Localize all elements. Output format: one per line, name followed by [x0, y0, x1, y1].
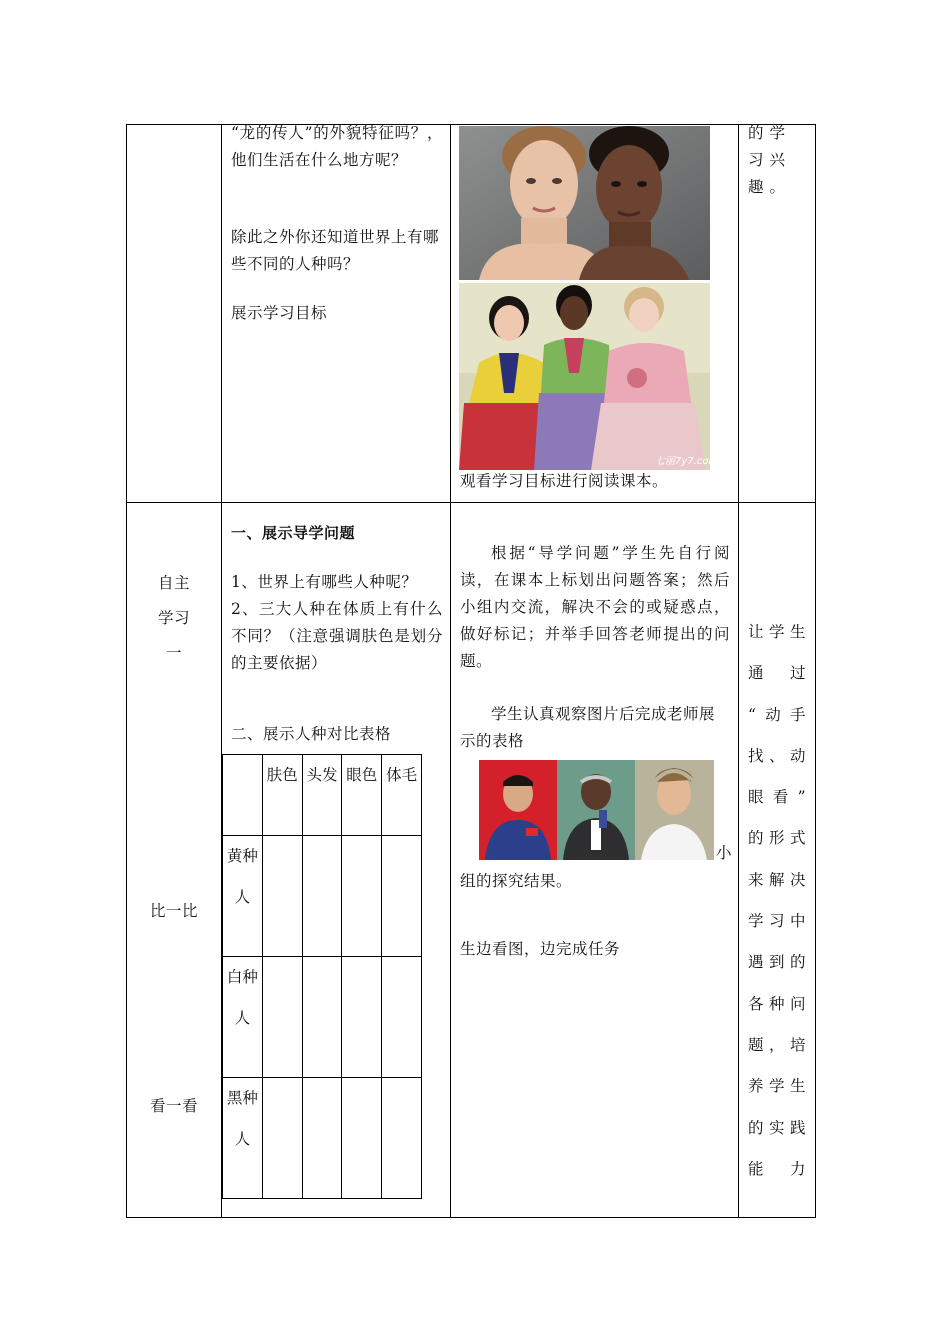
row1-question2: 除此之外你还知道世界上有哪些不同的人种吗？ [231, 228, 440, 273]
row-black-race: 黑种人 [223, 1078, 263, 1199]
race-comparison-table [222, 754, 422, 1199]
student-activity-1: 根据“导学问题”学生先自行阅读，在课本上标划出问题答案；然后小组内交流，解决不会的或疑惑点，做好标记；并举手回答老师提出的问题。 [460, 544, 730, 670]
col-line-4 [738, 124, 739, 1218]
table-top-border [126, 124, 816, 125]
question-2: 2、三大人种在体质上有什么不同？（注意强调肤色是划分的主要依据） [231, 600, 443, 672]
group-result: 组的探究结果。 [460, 872, 573, 890]
row1-col4-text: 的学习兴趣。 [748, 124, 792, 196]
col-line-5 [815, 124, 816, 1218]
table-corner-cell [223, 755, 263, 836]
header-body-hair: 体毛 [382, 755, 422, 836]
row-yellow-race: 黄种人 [223, 836, 263, 957]
row-divider [126, 502, 816, 503]
row1-caption: 观看学习目标进行阅读课本。 [460, 472, 669, 490]
col-line-1 [126, 124, 127, 1218]
header-hair: 头发 [302, 755, 342, 836]
design-intent-column: 让学生 通过 “动手 找、动 眼看” 的形式 来解决 学习中 遇到的 各种问 题，培 养学生 的实践 能力 [748, 623, 806, 1178]
three-women-hanbok-photo [459, 283, 719, 470]
question-1: 1、世界上有哪些人种呢？ [231, 573, 418, 591]
three-men-photo [479, 760, 714, 860]
row1-goal: 展示学习目标 [231, 304, 328, 322]
heading-guide-questions: 一、展示导学问题 [231, 524, 356, 542]
label-look: 看一看 [149, 1097, 198, 1115]
row1-question: “龙的传人”的外貌特征吗？，他们生活在什么地方呢？ [231, 124, 443, 169]
header-eye: 眼色 [342, 755, 382, 836]
tail-small: 小 [716, 844, 733, 862]
heading-race-table: 二、展示人种对比表格 [231, 725, 392, 743]
header-skin: 肤色 [262, 755, 302, 836]
two-women-photo [459, 126, 710, 280]
label-compare: 比一比 [149, 902, 198, 920]
row-white-race: 白种人 [223, 957, 263, 1078]
student-activity-2: 学生认真观察图片后完成老师展示的表格 [460, 705, 716, 750]
student-activity-3: 生边看图，边完成任务 [460, 940, 621, 958]
table-bottom-border [126, 1217, 816, 1218]
col-line-3 [450, 124, 451, 1218]
photo-watermark: 七丽7y7.com [655, 456, 719, 467]
label-one: 一 [165, 644, 182, 662]
label-study: 学习 [157, 609, 190, 627]
label-self-study: 自主 [157, 574, 190, 592]
